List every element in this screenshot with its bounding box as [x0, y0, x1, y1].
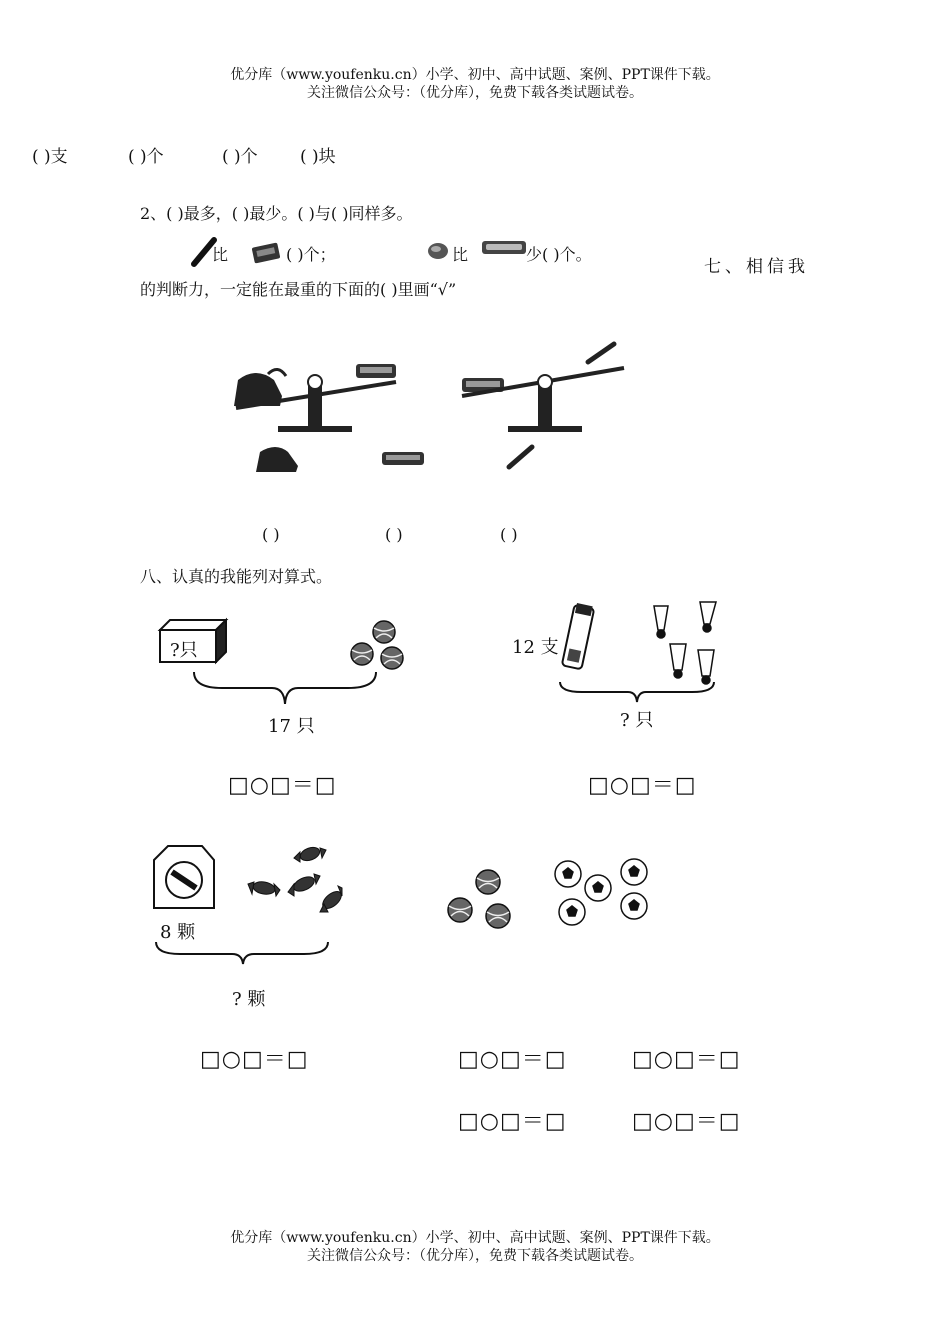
- count-blank-1: ( )支: [32, 147, 68, 167]
- q7-blank-2: ( ): [385, 525, 403, 544]
- p4-equation-2: □○□＝□: [632, 1047, 741, 1072]
- p4-equation-1: □○□＝□: [458, 1047, 567, 1072]
- basketballs-icon: [346, 618, 416, 676]
- pencil-box-icon: [250, 240, 284, 268]
- candies-icon: [234, 840, 358, 920]
- compare-a-mid: 比: [212, 245, 229, 264]
- handbag-icon: [252, 442, 302, 474]
- compare-b-end: 少( )个。: [526, 245, 592, 264]
- p2-count: 12 支: [512, 637, 559, 658]
- count-blank-2: ( )个: [128, 147, 164, 167]
- q7-blank-1: ( ): [262, 525, 280, 544]
- p1-equation: □○□＝□: [228, 773, 337, 798]
- p2-equation: □○□＝□: [588, 773, 697, 798]
- p2-total: ? 只: [620, 710, 654, 731]
- q7-continuation: 的判断力，一定能在最重的下面的( )里画“√”: [140, 280, 457, 299]
- q7-title: 七、相信我: [704, 257, 809, 277]
- p3-count: 8 颗: [160, 922, 196, 943]
- candy-bag-icon: [148, 842, 220, 912]
- q8-title: 八、认真的我能列对算式。: [140, 567, 333, 586]
- pencil-box-icon-2: [380, 450, 426, 468]
- count-blank-3: ( )个: [222, 147, 258, 167]
- p3-total: ? 颗: [232, 989, 266, 1010]
- q2-line: 2、( )最多，( )最少。( )与( )同样多。: [140, 204, 413, 223]
- footer-line-1: 优分库（www.youfenku.cn）小学、初中、高中试题、案例、PPT课件下载。: [230, 1230, 720, 1246]
- p4-equation-4: □○□＝□: [632, 1109, 741, 1134]
- p4-equation-3: □○□＝□: [458, 1109, 567, 1134]
- soccer-balls-icon: [552, 852, 652, 932]
- brace-3: [154, 940, 332, 968]
- balance-scale-2: [456, 340, 636, 440]
- shuttlecock-tube-icon: [556, 600, 606, 674]
- count-blank-4: ( )块: [300, 147, 336, 167]
- footer-line-2: 关注微信公众号：（优分库），免费下载各类试题试卷。: [307, 1248, 643, 1264]
- brace-2: [558, 680, 718, 706]
- q7-blank-3: ( ): [500, 525, 518, 544]
- p1-total: 17 只: [268, 716, 315, 737]
- compare-a-end: ( )个；: [286, 245, 336, 264]
- p3-equation: □○□＝□: [200, 1047, 309, 1072]
- header-line-2: 关注微信公众号：（优分库），免费下载各类试题试卷。: [307, 85, 643, 101]
- eraser-icon: [426, 240, 452, 262]
- balance-scale-1: [226, 360, 406, 440]
- header-line-1: 优分库（www.youfenku.cn）小学、初中、高中试题、案例、PPT课件下载。: [230, 67, 720, 83]
- pencil-icon-2: [506, 444, 536, 470]
- p1-box-label: ?只: [170, 640, 198, 661]
- basketballs-icon-2: [444, 866, 514, 936]
- compare-b-mid: 比: [452, 245, 469, 264]
- brace-1: [192, 670, 378, 710]
- ruler-box-icon: [480, 238, 528, 258]
- shuttlecocks-icon: [650, 600, 730, 690]
